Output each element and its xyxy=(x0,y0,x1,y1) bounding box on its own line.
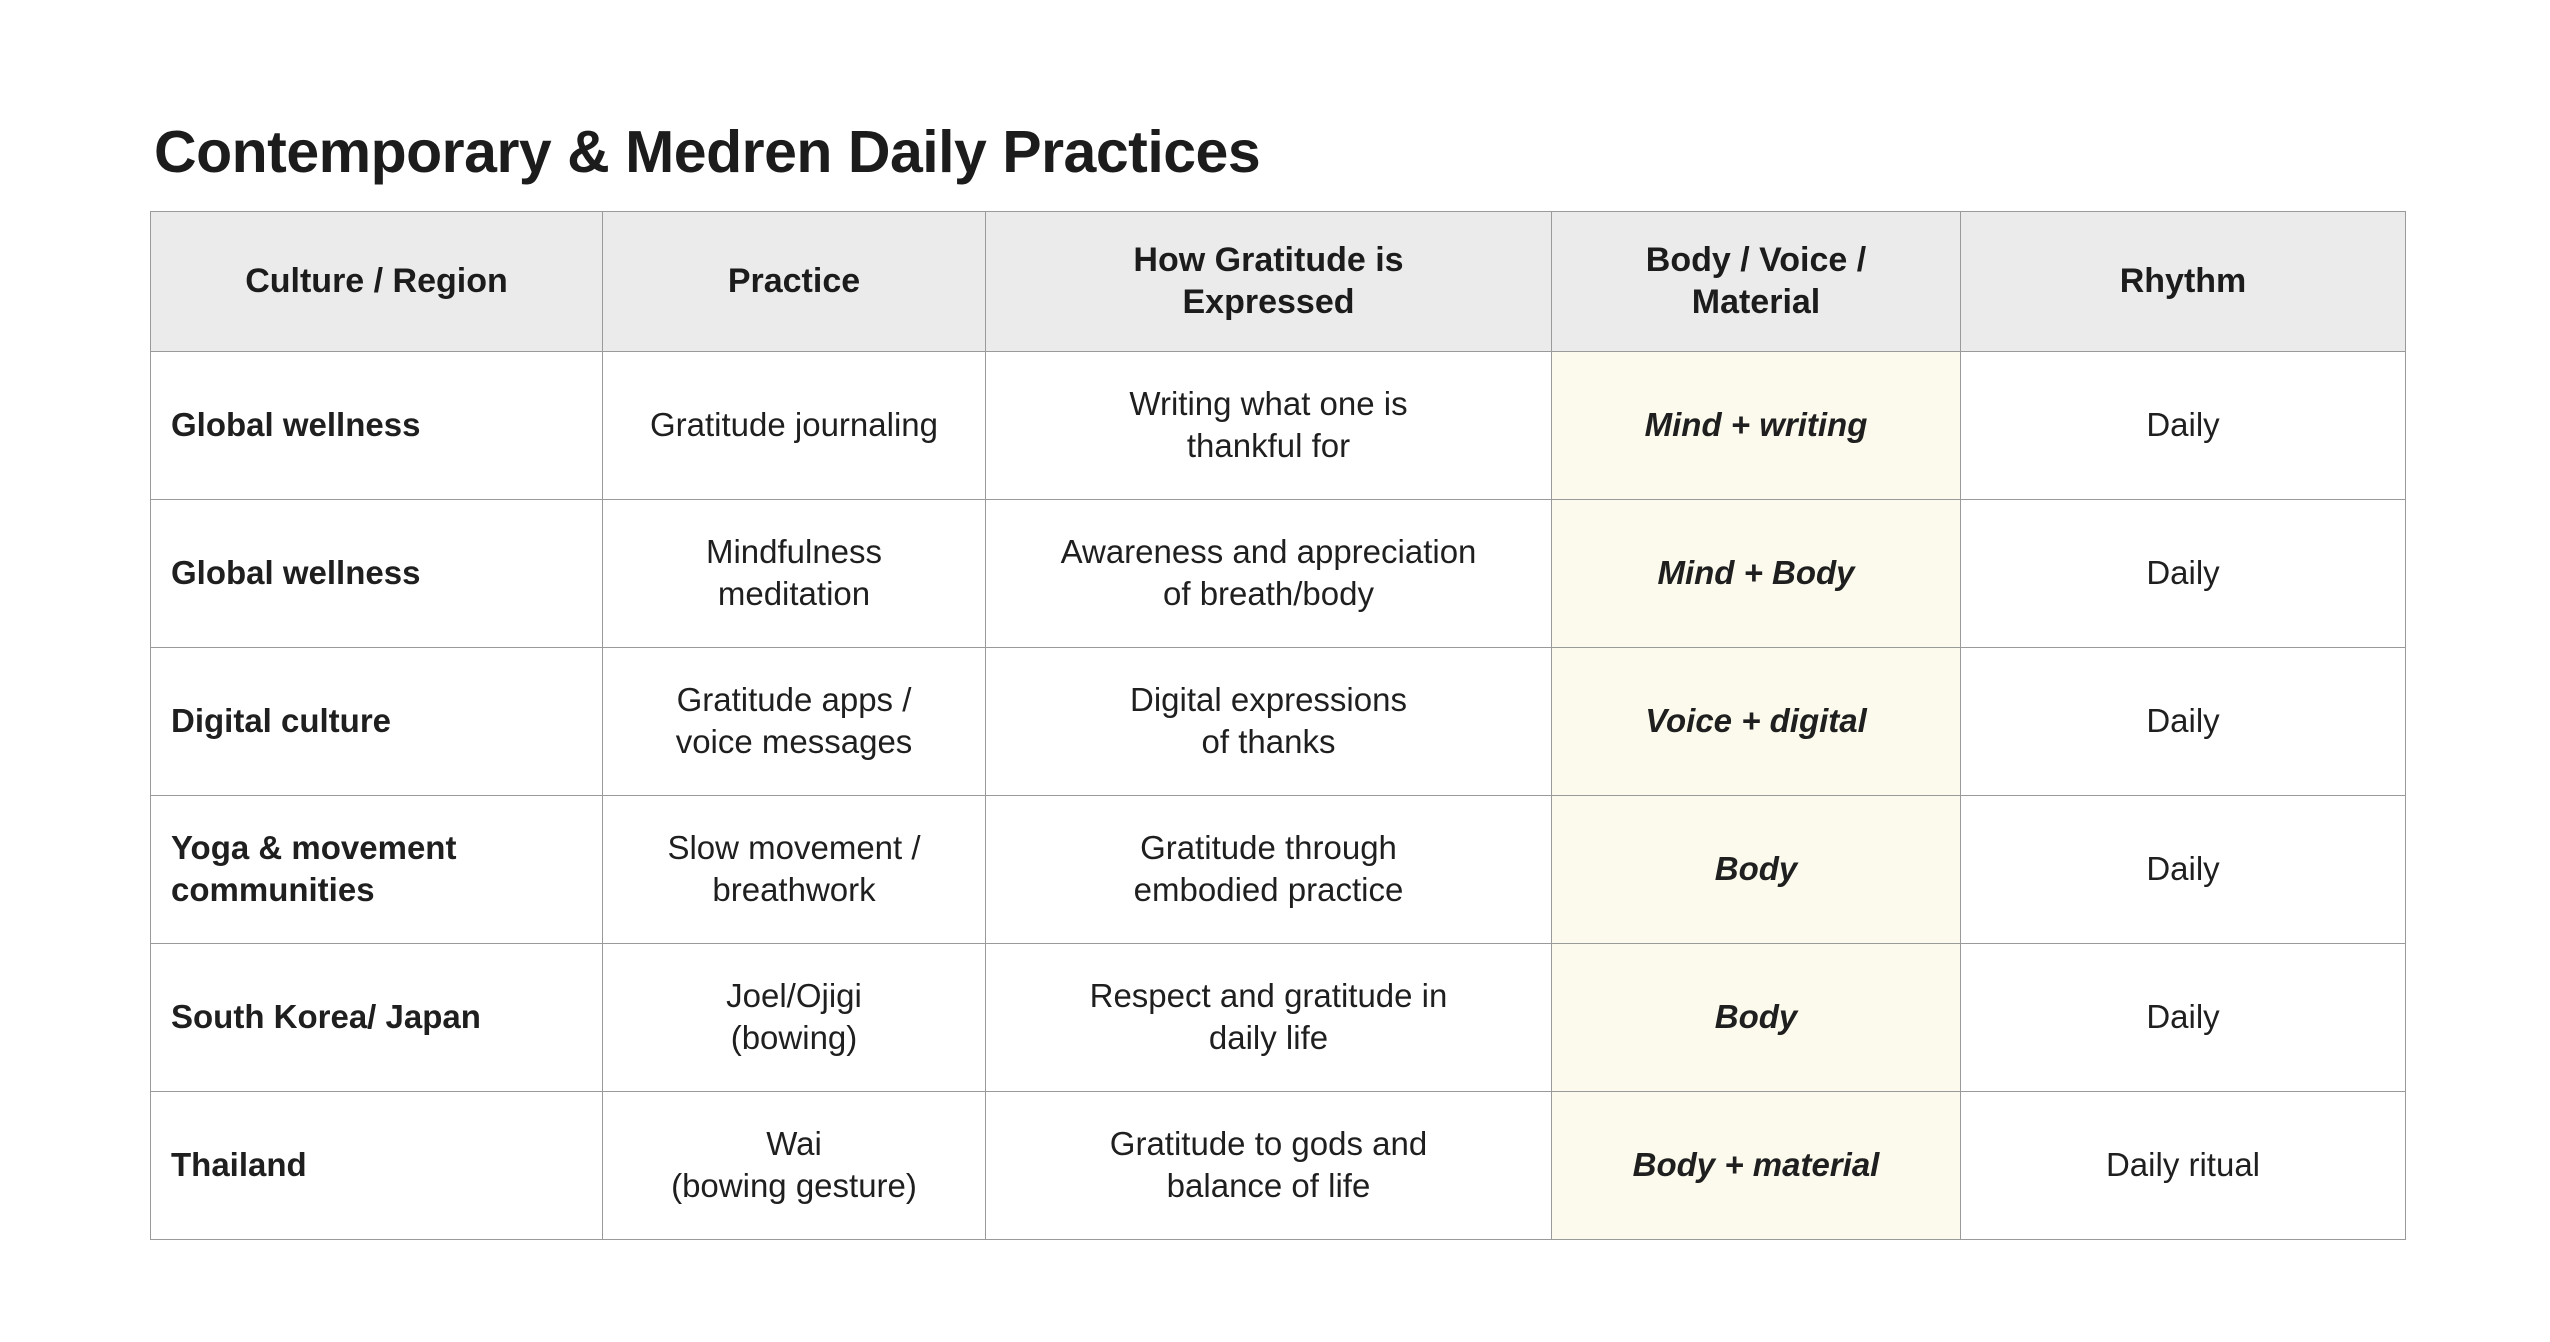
column-header-culture-region xyxy=(151,211,603,351)
cell-rhythm: Daily xyxy=(1961,351,2406,499)
cell-body-voice-material: Body xyxy=(1552,795,1961,943)
column-header-rhythm-line1: Rhythm xyxy=(2119,262,2247,301)
practices-table xyxy=(150,211,2406,1240)
cell-expressed xyxy=(986,1091,1552,1239)
column-header-expressed-line2: Expressed xyxy=(1182,283,1355,322)
cell-expressed-line2: embodied practice xyxy=(1133,871,1404,909)
cell-expressed-line1: Gratitude to gods and xyxy=(1109,1124,1428,1162)
cell-body-voice-material: Mind + Body xyxy=(1552,499,1961,647)
cell-rhythm: Daily xyxy=(1961,647,2406,795)
cell-culture: Global wellness xyxy=(151,351,603,499)
cell-practice-line1: Gratitude apps / xyxy=(676,680,912,718)
cell-practice xyxy=(603,647,986,795)
cell-practice xyxy=(603,795,986,943)
column-header-culture-region-line1: Culture / Region xyxy=(245,262,508,301)
cell-culture: Yoga & movement communities xyxy=(151,795,603,943)
column-header-practice-line1: Practice xyxy=(727,262,861,301)
cell-expressed-line2: thankful for xyxy=(1186,427,1351,465)
cell-expressed-line1: Awareness and appreciation xyxy=(1060,532,1477,570)
cell-practice-line2: (bowing gesture) xyxy=(671,1167,917,1205)
cell-practice xyxy=(603,351,986,499)
cell-body-voice-material: Body xyxy=(1552,943,1961,1091)
table-row xyxy=(151,795,2406,943)
cell-expressed xyxy=(986,499,1552,647)
cell-expressed xyxy=(986,647,1552,795)
cell-practice xyxy=(603,1091,986,1239)
cell-culture: Global wellness xyxy=(151,499,603,647)
column-header-practice xyxy=(603,211,986,351)
column-header-bvm-line2: Material xyxy=(1691,283,1821,322)
cell-expressed-line1: Writing what one is xyxy=(1129,384,1408,422)
cell-practice-line1: Joel/Ojigi xyxy=(726,976,862,1014)
table-body xyxy=(151,351,2406,1239)
cell-practice xyxy=(603,943,986,1091)
cell-expressed xyxy=(986,795,1552,943)
cell-culture: South Korea/ Japan xyxy=(151,943,603,1091)
cell-expressed-line2: daily life xyxy=(1208,1019,1329,1057)
cell-expressed-line1: Digital expressions xyxy=(1130,680,1407,718)
cell-practice-line2: (bowing) xyxy=(730,1019,858,1057)
cell-practice-line1: Wai xyxy=(766,1124,822,1162)
table-header-row xyxy=(151,211,2406,351)
cell-expressed-line2: of breath/body xyxy=(1163,575,1374,613)
table-row xyxy=(151,499,2406,647)
table-row xyxy=(151,351,2406,499)
cell-practice-line1: Mindfulness xyxy=(705,532,883,570)
cell-practice xyxy=(603,499,986,647)
cell-body-voice-material: Mind + writing xyxy=(1552,351,1961,499)
cell-expressed xyxy=(986,943,1552,1091)
column-header-rhythm xyxy=(1961,211,2406,351)
cell-expressed xyxy=(986,351,1552,499)
cell-culture: Digital culture xyxy=(151,647,603,795)
cell-rhythm: Daily xyxy=(1961,795,2406,943)
cell-practice-line1: Slow movement / xyxy=(667,828,921,866)
table-row xyxy=(151,1091,2406,1239)
cell-practice-line1: Gratitude journaling xyxy=(649,405,938,443)
cell-body-voice-material: Body + material xyxy=(1552,1091,1961,1239)
cell-expressed-line2: of thanks xyxy=(1201,723,1336,761)
cell-rhythm: Daily ritual xyxy=(1961,1091,2406,1239)
cell-culture: Thailand xyxy=(151,1091,603,1239)
column-header-expressed-line1: How Gratitude is xyxy=(1133,240,1404,279)
cell-practice-line2: voice messages xyxy=(675,723,913,761)
column-header-bvm-line1: Body / Voice / xyxy=(1645,240,1867,279)
page-title: Contemporary & Medren Daily Practices xyxy=(154,119,1261,185)
cell-expressed-line2: balance of life xyxy=(1166,1167,1371,1205)
cell-rhythm: Daily xyxy=(1961,943,2406,1091)
cell-expressed-line1: Gratitude through xyxy=(1140,828,1397,866)
cell-expressed-line1: Respect and gratitude in xyxy=(1089,976,1448,1014)
table-row xyxy=(151,943,2406,1091)
column-header-body-voice-material xyxy=(1552,211,1961,351)
column-header-how-gratitude-is-expressed xyxy=(986,211,1552,351)
table-row xyxy=(151,647,2406,795)
cell-body-voice-material: Voice + digital xyxy=(1552,647,1961,795)
cell-practice-line2: breathwork xyxy=(712,871,876,909)
cell-rhythm: Daily xyxy=(1961,499,2406,647)
cell-practice-line2: meditation xyxy=(717,575,871,613)
table-header xyxy=(151,211,2406,351)
